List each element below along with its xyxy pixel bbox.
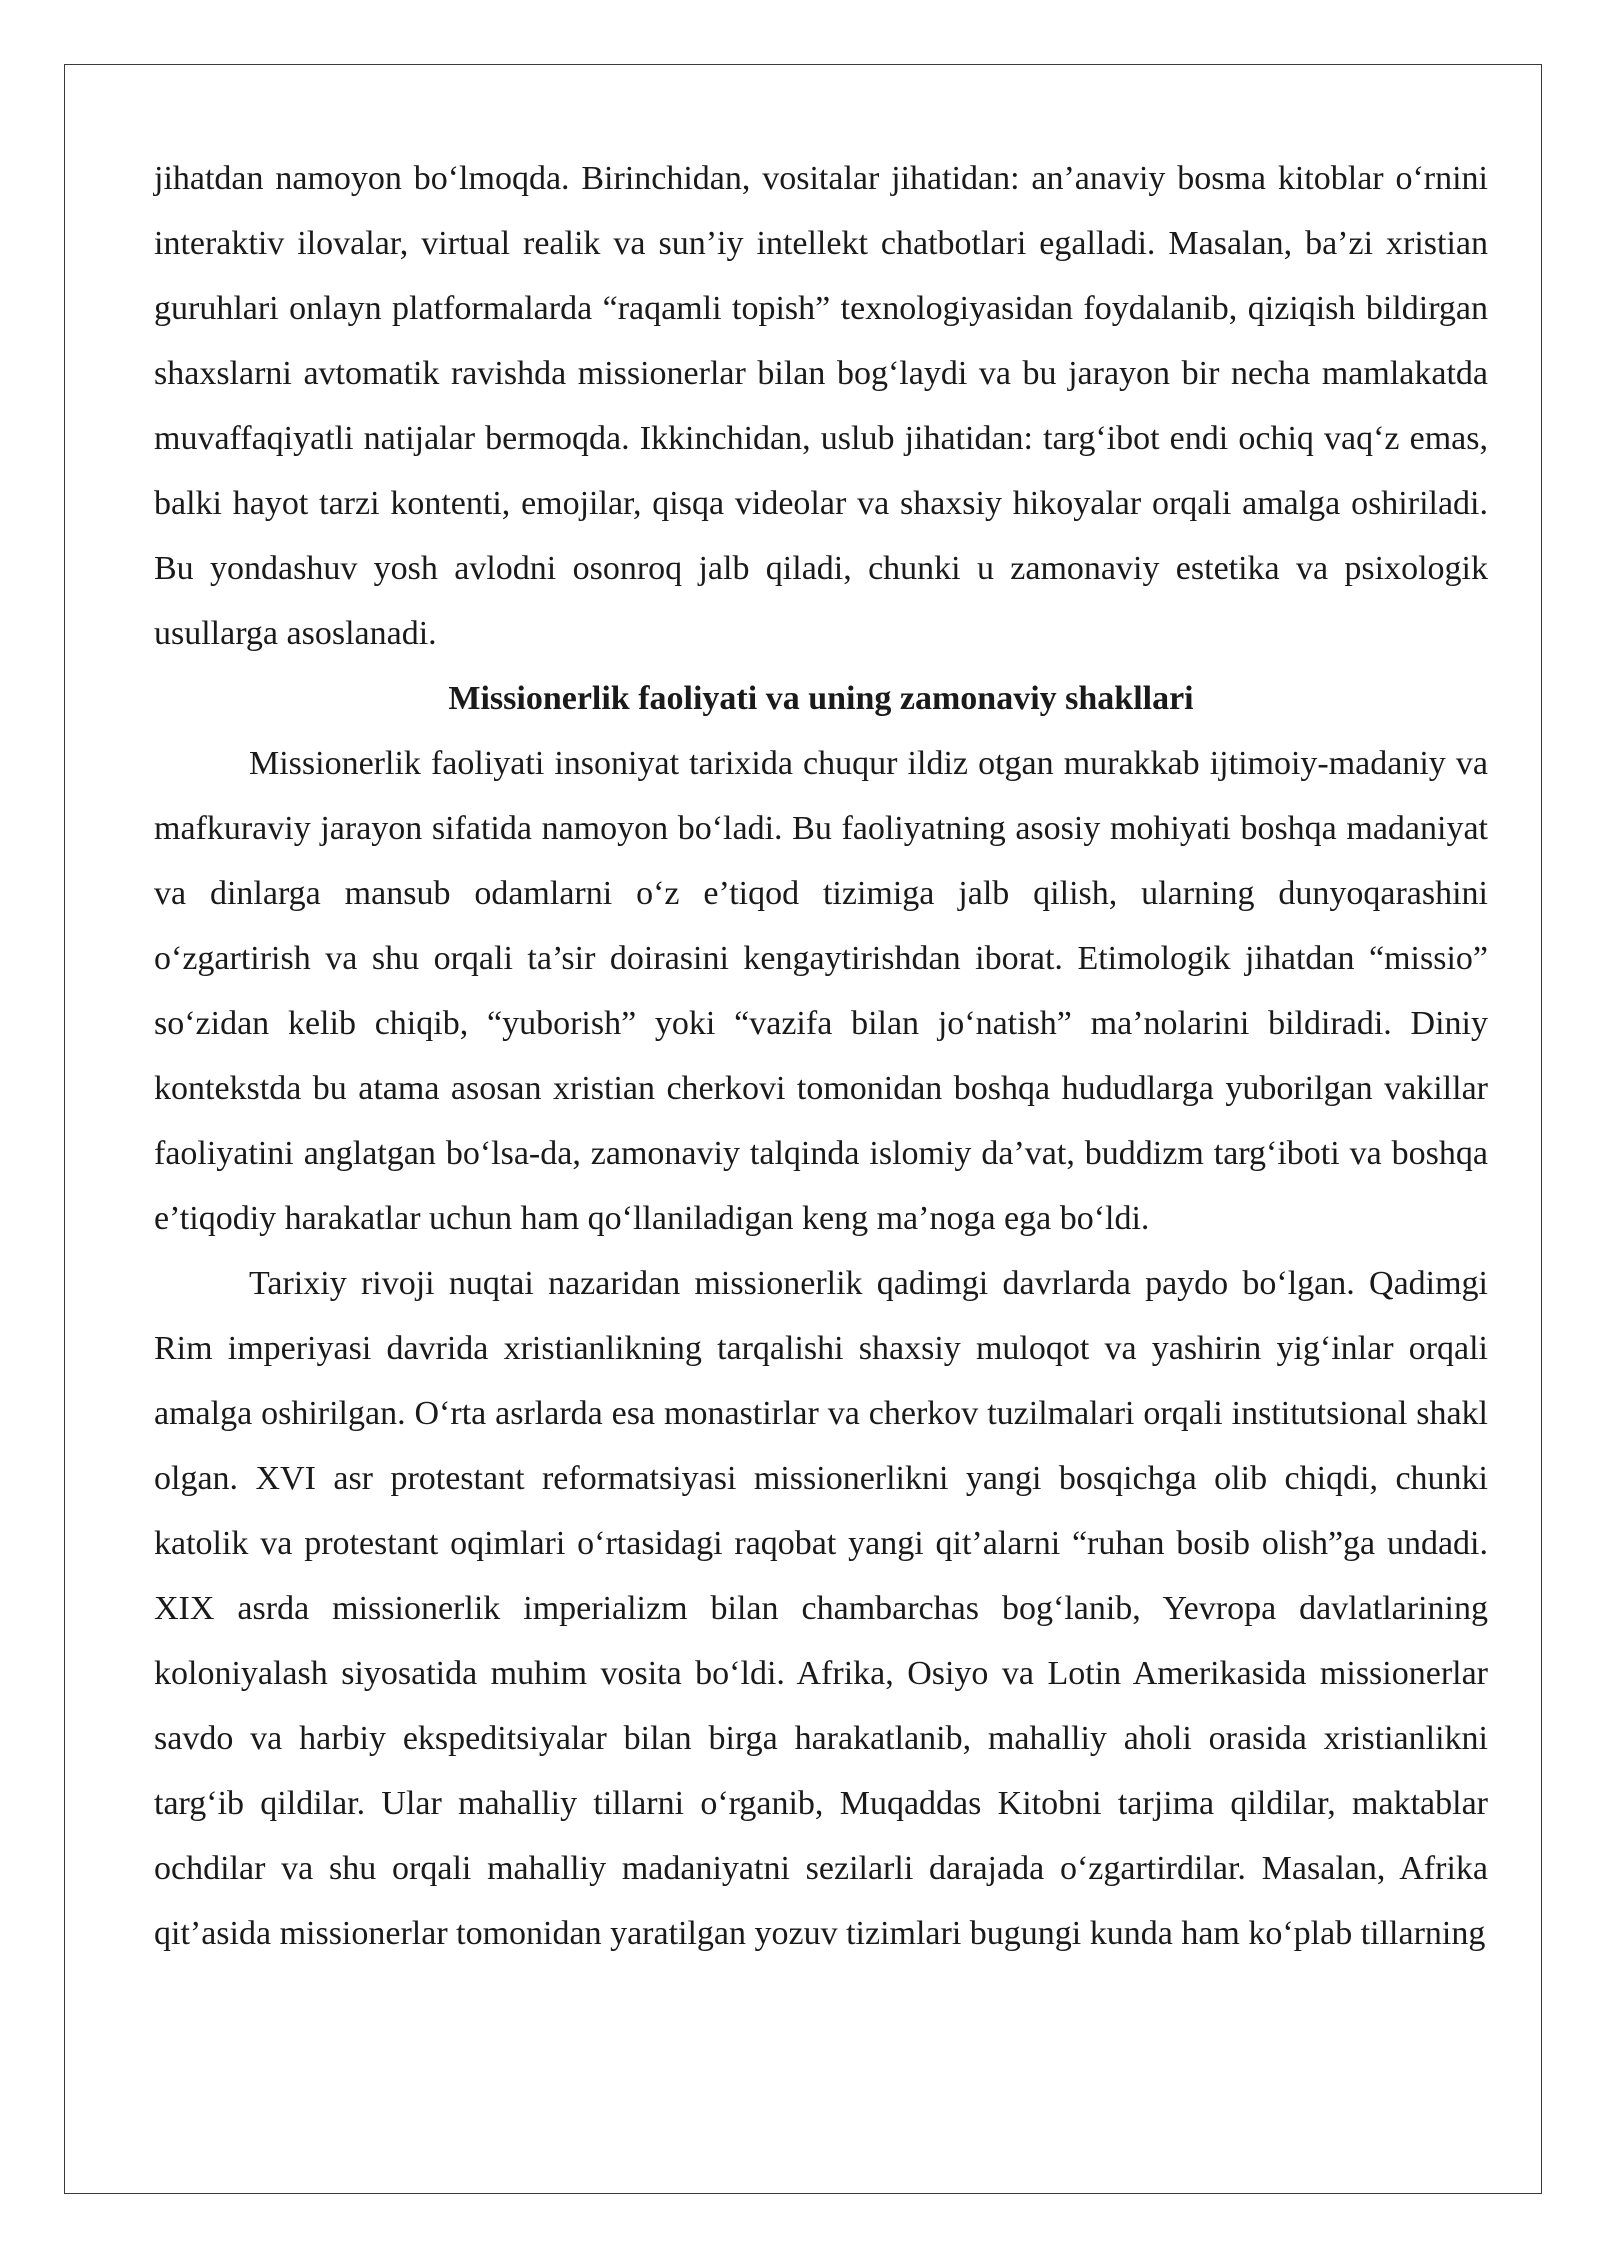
document-body	[154, 146, 1488, 1966]
section-heading: Missionerlik faoliyati va uning zamonaviy shakllari	[448, 680, 1194, 717]
paragraph-continuation: jihatdan namoyon bo‘lmoqda. Birinchidan, vositalar jihatidan: an’anaviy bosma kitoblar o‘rnini interaktiv ilovalar, virtual realik va sun’iy intellekt chatbotlari egalladi. Masalan, ba’zi xristian guruhlari onlayn platformalarda “raqamli topish” texnologiyasidan foydalanib, qiziqish bildirgan shaxslarni avtomatik ravishda missionerlar bilan bog‘laydi va bu jarayon bir necha mamlakatda muvaffaqiyatli natijalar bermoqda. Ikkinchidan, uslub jihatidan: targ‘ibot endi ochiq vaq‘z emas, balki hayot tarzi kontenti, emojilar, qisqa videolar va shaxsiy hikoyalar orqali amalga oshiriladi. Bu yondashuv yosh avlodni osonroq jalb qiladi, chunki u zamonaviy estetika va psixologik usullarga asoslanadi.	[154, 160, 1488, 652]
paragraph-historical-development: Tarixiy rivoji nuqtai nazaridan missionerlik qadimgi davrlarda paydo bo‘lgan. Qadimgi Rim imperiyasi davrida xristianlikning tarqalishi shaxsiy muloqot va yashirin yig‘inlar orqali amalga oshirilgan. O‘rta asrlarda esa monastirlar va cherkov tuzilmalari orqali institutsional shakl olgan. XVI asr protestant reformatsiyasi missionerlikni yangi bosqichga olib chiqdi, chunki katolik va protestant oqimlari o‘rtasidagi raqobat yangi qit’alarni “ruhan bosib olish”ga undadi. XIX asrda missionerlik imperializm bilan chambarchas bog‘lanib, Yevropa davlatlarining koloniyalash siyosatida muhim vosita bo‘ldi. Afrika, Osiyo va Lotin Amerikasida missionerlar savdo va harbiy ekspeditsiyalar bilan birga harakatlanib, mahalliy aholi orasida xristianlikni targ‘ib qildilar. Ular mahalliy tillarni o‘rganib, Muqaddas Kitobni tarjima qildilar, maktablar ochdilar va shu orqali mahalliy madaniyatni sezilarli darajada o‘zgartirdilar. Masalan, Afrika qit’asida missionerlar tomonidan yaratilgan yozuv tizimlari bugungi kunda ham ko‘plab tillarning	[154, 1265, 1488, 1952]
paragraph-missionary-definition: Missionerlik faoliyati insoniyat tarixida chuqur ildiz otgan murakkab ijtimoiy-madaniy va mafkuraviy jarayon sifatida namoyon bo‘ladi. Bu faoliyatning asosiy mohiyati boshqa madaniyat va dinlarga mansub odamlarni o‘z e’tiqod tizimiga jalb qilish, ularning dunyoqarashini o‘zgartirish va shu orqali ta’sir doirasini kengaytirishdan iborat. Etimologik jihatdan “missio” so‘zidan kelib chiqib, “yuborish” yoki “vazifa bilan jo‘natish” ma’nolarini bildiradi. Diniy kontekstda bu atama asosan xristian cherkovi tomonidan boshqa hududlarga yuborilgan vakillar faoliyatini anglatgan bo‘lsa-da, zamonaviy talqinda islomiy da’vat, buddizm targ‘iboti va boshqa e’tiqodiy harakatlar uchun ham qo‘llaniladigan keng ma’noga ega bo‘ldi.	[154, 745, 1488, 1237]
